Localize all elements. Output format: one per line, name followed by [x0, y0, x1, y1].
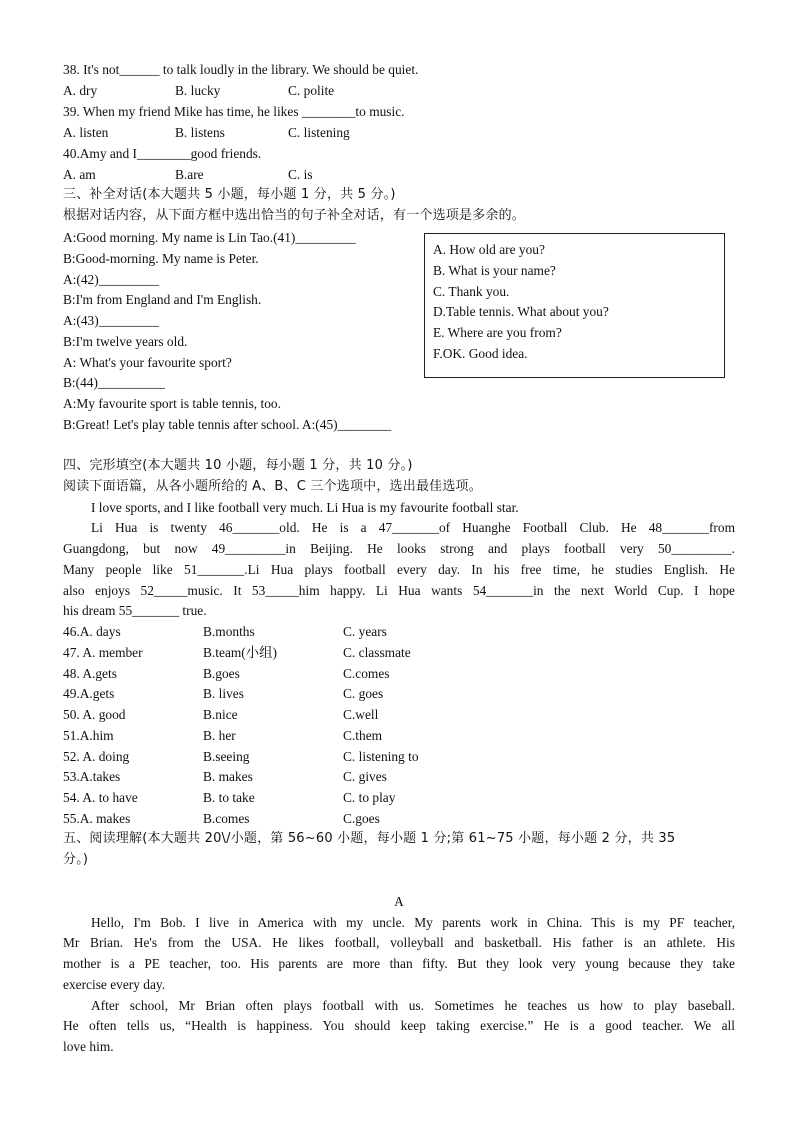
option-b: B.nice	[203, 707, 238, 722]
section-3-title: 三、补全对话(本大题共 5 小题，每小题 1 分，共 5 分。)	[63, 187, 396, 202]
option-b: B.seeing	[203, 749, 250, 764]
dialogue-option: D.Table tennis. What about you?	[433, 304, 609, 319]
option-a: 52. A. doing	[63, 749, 130, 764]
dialogue-option: B. What is your name?	[433, 263, 556, 278]
option-c: C. to play	[343, 790, 396, 805]
option-a: A. dry	[63, 83, 98, 98]
option-b: B.goes	[203, 666, 240, 681]
dialogue-line: B:(44)__________	[63, 375, 165, 390]
cloze-option-row	[63, 788, 735, 808]
option-b: B. lucky	[175, 83, 221, 98]
reading-passage-line: After school, Mr Brian often plays football with us. Sometimes he teaches us how to play baseball.	[91, 998, 735, 1013]
dialogue-line: A: What's your favourite sport?	[63, 355, 232, 370]
question-38-options	[63, 81, 735, 101]
option-b: B. lives	[203, 686, 244, 701]
option-b: B.months	[203, 624, 255, 639]
reading-passage-line: mother is a PE teacher, too. His parents are more than fifty. But they look very young because they take	[63, 956, 735, 971]
reading-passage-line: exercise every day.	[63, 977, 166, 992]
reading-passage-line: love him.	[63, 1039, 114, 1054]
cloze-passage-line: I love sports, and I like football very much. Li Hua is my favourite football star.	[91, 500, 519, 515]
option-b: B.comes	[203, 811, 250, 826]
dialogue-line: B:Good-morning. My name is Peter.	[63, 251, 259, 266]
cloze-passage-line: Many people like 51_______.Li Hua plays football every day. In his free time, he studies English. He	[63, 562, 735, 577]
cloze-passage-line: also enjoys 52_____music. It 53_____him happy. Li Hua wants 54_______in the next World Cup. I hope	[63, 583, 735, 598]
option-a: 51.A.him	[63, 728, 114, 743]
dialogue-option: F.OK. Good idea.	[433, 346, 528, 361]
cloze-option-row	[63, 664, 735, 684]
reading-passage-line: Hello, I'm Bob. I live in America with my uncle. My parents work in China. This is my PF teacher,	[91, 915, 735, 930]
option-a: 47. A. member	[63, 645, 143, 660]
dialogue-line: A:(43)_________	[63, 313, 159, 328]
dialogue-line: A:(42)_________	[63, 272, 159, 287]
option-a: 55.A. makes	[63, 811, 131, 826]
question-38-stem: 38. It's not______ to talk loudly in the library. We should be quiet.	[63, 62, 419, 77]
cloze-passage-line: his dream 55_______ true.	[63, 603, 207, 618]
option-c: C. polite	[288, 83, 335, 98]
dialogue-line: B:I'm twelve years old.	[63, 334, 188, 349]
option-b: B.team(小组)	[203, 645, 278, 660]
option-a: 54. A. to have	[63, 790, 138, 805]
option-c: C.goes	[343, 811, 380, 826]
section-5-title: 五、阅读理解(本大题共 20\/小题，第 56~60 小题，每小题 1 分;第 61~75 小题，每小题 2 分，共 35	[63, 831, 676, 846]
dialogue-option: E. Where are you from?	[433, 325, 562, 340]
cloze-option-row	[63, 705, 735, 725]
option-b: B. her	[203, 728, 236, 743]
option-c: C.well	[343, 707, 379, 722]
cloze-passage-line: Li Hua is twenty 46_______old. He is a 47_______of Huanghe Football Club. He 48_______from	[91, 520, 735, 535]
cloze-option-row	[63, 809, 735, 829]
option-b: B. listens	[175, 125, 225, 140]
option-a: 46.A. days	[63, 624, 121, 639]
question-39-options	[63, 123, 735, 143]
cloze-option-row	[63, 726, 735, 746]
option-c: C. gives	[343, 769, 387, 784]
cloze-option-row	[63, 643, 735, 663]
option-a: 49.A.gets	[63, 686, 115, 701]
cloze-option-row	[63, 622, 735, 642]
section-4-instruction: 阅读下面语篇，从各小题所给的 A、B、C 三个选项中，选出最佳选项。	[63, 479, 482, 494]
option-c: C.comes	[343, 666, 390, 681]
dialogue-line: A:Good morning. My name is Lin Tao.(41)_________	[63, 230, 356, 245]
section-4-title: 四、完形填空(本大题共 10 小题，每小题 1 分，共 10 分。)	[63, 458, 413, 473]
option-b: B. makes	[203, 769, 253, 784]
reading-passage-line: He often tells us, “Health is happiness. You should keep taking exercise.” He is a good teacher. We all	[63, 1018, 735, 1033]
section-5-title-cont: 分。)	[63, 852, 89, 867]
cloze-passage-line: Guangdong, but now 49_________in Beijing. He looks strong and plays football very 50_________.	[63, 541, 735, 556]
cloze-option-row	[63, 684, 735, 704]
question-40-stem: 40.Amy and I________good friends.	[63, 146, 262, 161]
passage-heading: A	[394, 894, 404, 909]
option-a: 48. A.gets	[63, 666, 117, 681]
option-b: B. to take	[203, 790, 255, 805]
dialogue-options-box	[424, 233, 725, 378]
reading-passage-line: Mr Brian. He's from the USA. He likes football, volleyball and basketball. His father is an athlete. His	[63, 935, 735, 950]
option-a: A. am	[63, 167, 96, 182]
option-c: C. listening to	[343, 749, 419, 764]
dialogue-option: C. Thank you.	[433, 284, 510, 299]
question-39-stem: 39. When my friend Mike has time, he likes ________to music.	[63, 104, 405, 119]
section-3-instruction: 根据对话内容，从下面方框中选出恰当的句子补全对话，有一个选项是多余的。	[63, 208, 526, 223]
cloze-option-row	[63, 767, 735, 787]
option-a: 53.A.takes	[63, 769, 121, 784]
option-c: C. is	[288, 167, 313, 182]
dialogue-line: A:My favourite sport is table tennis, too.	[63, 396, 281, 411]
dialogue-line: B:I'm from England and I'm English.	[63, 292, 262, 307]
option-a: 50. A. good	[63, 707, 126, 722]
option-c: C. classmate	[343, 645, 411, 660]
dialogue-option: A. How old are you?	[433, 242, 545, 257]
option-c: C. goes	[343, 686, 384, 701]
question-40-options	[63, 165, 735, 185]
option-c: C.them	[343, 728, 383, 743]
option-c: C. years	[343, 624, 387, 639]
dialogue-line: B:Great! Let's play table tennis after school. A:(45)________	[63, 417, 392, 432]
option-a: A. listen	[63, 125, 109, 140]
option-b: B.are	[175, 167, 204, 182]
cloze-option-row	[63, 747, 735, 767]
option-c: C. listening	[288, 125, 350, 140]
